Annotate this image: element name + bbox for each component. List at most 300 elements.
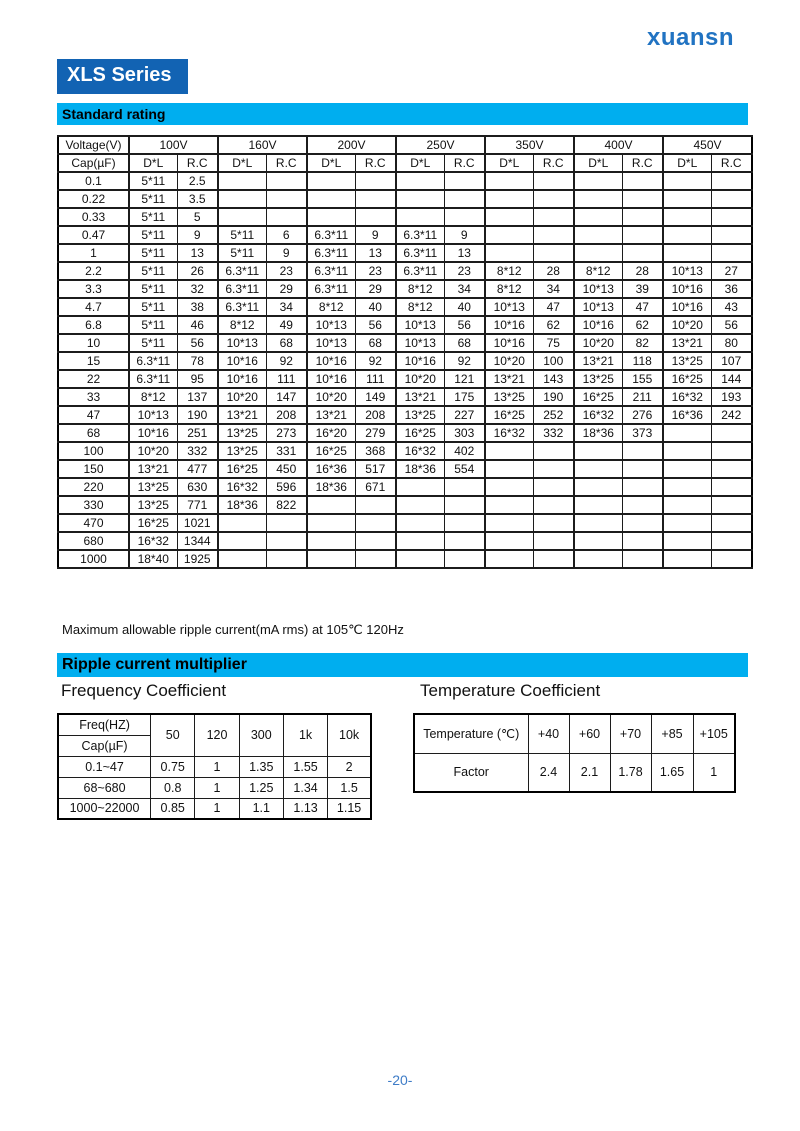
dl-value-cell: 10*16 bbox=[129, 424, 177, 442]
table-row bbox=[58, 756, 371, 777]
temperature-factor-cell: 1 bbox=[693, 753, 735, 792]
table-row bbox=[58, 478, 752, 496]
rc-value-cell: 771 bbox=[177, 496, 218, 514]
rc-value-cell: 3.5 bbox=[177, 190, 218, 208]
rc-value-cell: 32 bbox=[177, 280, 218, 298]
factor-row-label: Factor bbox=[414, 753, 528, 792]
rc-value-cell: 13 bbox=[444, 244, 485, 262]
rc-value-cell: 56 bbox=[711, 316, 752, 334]
rc-value-cell: 175 bbox=[444, 388, 485, 406]
rc-value-cell: 671 bbox=[355, 478, 396, 496]
freq-column-header: 300 bbox=[239, 714, 283, 756]
freq-column-header: 10k bbox=[328, 714, 371, 756]
freq-coefficient-cell: 1 bbox=[195, 756, 239, 777]
dl-value-cell: 6.3*11 bbox=[218, 262, 266, 280]
rc-value-cell: 155 bbox=[622, 370, 663, 388]
dl-value-cell bbox=[574, 460, 622, 478]
dl-value-cell: 16*32 bbox=[129, 532, 177, 550]
dl-value-cell: 5*11 bbox=[129, 172, 177, 190]
rc-value-cell: 62 bbox=[622, 316, 663, 334]
rc-value-cell: 13 bbox=[355, 244, 396, 262]
rc-value-cell: 9 bbox=[444, 226, 485, 244]
rc-value-cell bbox=[711, 496, 752, 514]
voltage-column-header: 160V bbox=[218, 136, 307, 154]
rc-value-cell bbox=[355, 550, 396, 568]
dl-subheader: D*L bbox=[396, 154, 444, 172]
rc-value-cell: 251 bbox=[177, 424, 218, 442]
rc-value-cell bbox=[355, 190, 396, 208]
rc-value-cell bbox=[533, 244, 574, 262]
freq-column-header: 1k bbox=[283, 714, 327, 756]
rc-value-cell: 23 bbox=[266, 262, 307, 280]
frequency-coefficient-table bbox=[57, 713, 372, 820]
cap-value-cell: 0.33 bbox=[58, 208, 129, 226]
rc-value-cell: 450 bbox=[266, 460, 307, 478]
rc-value-cell bbox=[622, 442, 663, 460]
dl-value-cell bbox=[307, 172, 355, 190]
rc-value-cell: 68 bbox=[355, 334, 396, 352]
temperature-factor-cell: 2.4 bbox=[528, 753, 569, 792]
dl-value-cell bbox=[574, 514, 622, 532]
dl-value-cell bbox=[663, 190, 711, 208]
dl-value-cell: 10*16 bbox=[663, 280, 711, 298]
rc-value-cell bbox=[444, 190, 485, 208]
rc-value-cell: 273 bbox=[266, 424, 307, 442]
dl-value-cell: 6.3*11 bbox=[396, 244, 444, 262]
dl-value-cell: 13*21 bbox=[129, 460, 177, 478]
dl-subheader: D*L bbox=[307, 154, 355, 172]
rc-value-cell: 34 bbox=[533, 280, 574, 298]
rc-value-cell: 23 bbox=[444, 262, 485, 280]
dl-subheader: D*L bbox=[574, 154, 622, 172]
rc-value-cell bbox=[622, 226, 663, 244]
cap-value-cell: 68 bbox=[58, 424, 129, 442]
rc-value-cell: 227 bbox=[444, 406, 485, 424]
table-row bbox=[58, 442, 752, 460]
standard-rating-table bbox=[57, 135, 753, 569]
rc-value-cell: 29 bbox=[355, 280, 396, 298]
rc-subheader: R.C bbox=[711, 154, 752, 172]
cap-value-cell: 100 bbox=[58, 442, 129, 460]
cap-value-cell: 220 bbox=[58, 478, 129, 496]
rc-value-cell: 193 bbox=[711, 388, 752, 406]
dl-value-cell: 13*25 bbox=[218, 442, 266, 460]
rc-value-cell bbox=[355, 514, 396, 532]
temperature-column-header: +70 bbox=[610, 714, 651, 753]
voltage-column-header: 350V bbox=[485, 136, 574, 154]
table-row bbox=[58, 316, 752, 334]
rc-subheader: R.C bbox=[622, 154, 663, 172]
rc-value-cell: 208 bbox=[355, 406, 396, 424]
cap-value-cell: 22 bbox=[58, 370, 129, 388]
rc-value-cell: 36 bbox=[711, 280, 752, 298]
dl-value-cell bbox=[307, 190, 355, 208]
rc-value-cell bbox=[622, 244, 663, 262]
rc-value-cell: 100 bbox=[533, 352, 574, 370]
rc-value-cell: 43 bbox=[711, 298, 752, 316]
rc-value-cell: 190 bbox=[533, 388, 574, 406]
cap-value-cell: 33 bbox=[58, 388, 129, 406]
dl-value-cell bbox=[485, 244, 533, 262]
ripple-multiplier-section-header: Ripple current multiplier bbox=[57, 653, 748, 677]
rc-value-cell bbox=[533, 478, 574, 496]
rc-value-cell bbox=[266, 208, 307, 226]
dl-value-cell: 16*32 bbox=[218, 478, 266, 496]
temperature-header-label: Temperature (℃) bbox=[414, 714, 528, 753]
dl-value-cell: 6.3*11 bbox=[307, 226, 355, 244]
freq-coefficient-cell: 1 bbox=[195, 777, 239, 798]
dl-value-cell bbox=[396, 550, 444, 568]
dl-value-cell bbox=[485, 172, 533, 190]
dl-value-cell: 10*13 bbox=[218, 334, 266, 352]
dl-value-cell bbox=[396, 190, 444, 208]
freq-coefficient-cell: 1.55 bbox=[283, 756, 327, 777]
dl-value-cell: 8*12 bbox=[307, 298, 355, 316]
rc-value-cell: 279 bbox=[355, 424, 396, 442]
dl-value-cell: 16*25 bbox=[218, 460, 266, 478]
dl-value-cell: 10*16 bbox=[396, 352, 444, 370]
rc-value-cell: 2.5 bbox=[177, 172, 218, 190]
dl-value-cell: 5*11 bbox=[129, 226, 177, 244]
temperature-column-header: +85 bbox=[651, 714, 693, 753]
rc-value-cell bbox=[622, 208, 663, 226]
dl-subheader: D*L bbox=[485, 154, 533, 172]
rc-value-cell: 56 bbox=[444, 316, 485, 334]
dl-value-cell: 10*13 bbox=[396, 334, 444, 352]
dl-value-cell: 18*36 bbox=[574, 424, 622, 442]
table-row bbox=[58, 424, 752, 442]
table-row bbox=[58, 334, 752, 352]
dl-value-cell: 10*20 bbox=[574, 334, 622, 352]
dl-value-cell: 10*16 bbox=[574, 316, 622, 334]
freq-coefficient-cell: 0.75 bbox=[151, 756, 195, 777]
rc-value-cell: 39 bbox=[622, 280, 663, 298]
cap-value-cell: 680 bbox=[58, 532, 129, 550]
rc-value-cell: 373 bbox=[622, 424, 663, 442]
dl-value-cell: 8*12 bbox=[574, 262, 622, 280]
rc-value-cell: 596 bbox=[266, 478, 307, 496]
dl-value-cell bbox=[218, 550, 266, 568]
dl-value-cell bbox=[485, 460, 533, 478]
dl-value-cell bbox=[574, 550, 622, 568]
rc-value-cell bbox=[711, 478, 752, 496]
dl-value-cell: 13*25 bbox=[574, 370, 622, 388]
rc-value-cell: 9 bbox=[177, 226, 218, 244]
rc-value-cell bbox=[711, 442, 752, 460]
rc-value-cell: 56 bbox=[177, 334, 218, 352]
rc-value-cell: 554 bbox=[444, 460, 485, 478]
cap-value-cell: 4.7 bbox=[58, 298, 129, 316]
rc-value-cell: 49 bbox=[266, 316, 307, 334]
table-row bbox=[58, 460, 752, 478]
dl-value-cell: 10*20 bbox=[485, 352, 533, 370]
rc-value-cell bbox=[622, 514, 663, 532]
rc-value-cell bbox=[266, 172, 307, 190]
rc-value-cell: 211 bbox=[622, 388, 663, 406]
freq-coefficient-cell: 1 bbox=[195, 798, 239, 819]
rc-value-cell bbox=[711, 532, 752, 550]
rc-value-cell: 630 bbox=[177, 478, 218, 496]
dl-value-cell: 10*16 bbox=[307, 370, 355, 388]
rc-value-cell: 208 bbox=[266, 406, 307, 424]
freq-coefficient-cell: 1.35 bbox=[239, 756, 283, 777]
table-row bbox=[58, 190, 752, 208]
rc-value-cell bbox=[266, 550, 307, 568]
cap-value-cell: 330 bbox=[58, 496, 129, 514]
dl-value-cell: 5*11 bbox=[129, 262, 177, 280]
dl-value-cell bbox=[485, 442, 533, 460]
freq-header-label: Freq(HZ) bbox=[58, 714, 151, 735]
rc-value-cell bbox=[533, 226, 574, 244]
dl-value-cell: 8*12 bbox=[485, 262, 533, 280]
rc-value-cell: 95 bbox=[177, 370, 218, 388]
rc-value-cell: 1021 bbox=[177, 514, 218, 532]
dl-value-cell: 16*25 bbox=[307, 442, 355, 460]
dl-value-cell bbox=[396, 496, 444, 514]
cap-value-cell: 10 bbox=[58, 334, 129, 352]
rc-value-cell: 1925 bbox=[177, 550, 218, 568]
dl-value-cell: 10*20 bbox=[129, 442, 177, 460]
temperature-factor-cell: 2.1 bbox=[569, 753, 610, 792]
voltage-column-header: 400V bbox=[574, 136, 663, 154]
rc-value-cell: 252 bbox=[533, 406, 574, 424]
dl-value-cell: 10*13 bbox=[485, 298, 533, 316]
rc-value-cell: 332 bbox=[533, 424, 574, 442]
rc-value-cell bbox=[622, 460, 663, 478]
cap-header-label: Cap(µF) bbox=[58, 154, 129, 172]
rc-subheader: R.C bbox=[444, 154, 485, 172]
series-title-badge: XLS Series bbox=[57, 59, 188, 94]
dl-value-cell: 10*13 bbox=[307, 334, 355, 352]
dl-value-cell bbox=[663, 532, 711, 550]
rc-value-cell: 47 bbox=[622, 298, 663, 316]
dl-value-cell: 16*25 bbox=[574, 388, 622, 406]
dl-value-cell: 10*13 bbox=[574, 298, 622, 316]
rc-value-cell bbox=[266, 532, 307, 550]
rc-value-cell: 34 bbox=[444, 280, 485, 298]
dl-value-cell bbox=[396, 478, 444, 496]
rc-value-cell bbox=[533, 172, 574, 190]
rc-value-cell bbox=[444, 496, 485, 514]
rc-value-cell: 242 bbox=[711, 406, 752, 424]
cap-value-cell: 1000 bbox=[58, 550, 129, 568]
rc-value-cell: 62 bbox=[533, 316, 574, 334]
dl-value-cell: 16*25 bbox=[129, 514, 177, 532]
rc-value-cell: 118 bbox=[622, 352, 663, 370]
rc-value-cell: 40 bbox=[355, 298, 396, 316]
dl-value-cell bbox=[218, 208, 266, 226]
table-row bbox=[58, 298, 752, 316]
table-row bbox=[58, 777, 371, 798]
rc-value-cell: 13 bbox=[177, 244, 218, 262]
dl-value-cell bbox=[218, 172, 266, 190]
temperature-column-header: +40 bbox=[528, 714, 569, 753]
dl-value-cell bbox=[574, 172, 622, 190]
cap-value-cell: 15 bbox=[58, 352, 129, 370]
table-row bbox=[58, 532, 752, 550]
rc-value-cell: 6 bbox=[266, 226, 307, 244]
rc-value-cell bbox=[622, 496, 663, 514]
rc-value-cell bbox=[711, 208, 752, 226]
dl-value-cell: 13*25 bbox=[129, 478, 177, 496]
cap-value-cell: 150 bbox=[58, 460, 129, 478]
rc-value-cell: 46 bbox=[177, 316, 218, 334]
dl-value-cell: 5*11 bbox=[129, 208, 177, 226]
cap-value-cell: 470 bbox=[58, 514, 129, 532]
dl-value-cell: 16*25 bbox=[485, 406, 533, 424]
dl-value-cell: 13*25 bbox=[129, 496, 177, 514]
rc-value-cell: 402 bbox=[444, 442, 485, 460]
rc-value-cell: 56 bbox=[355, 316, 396, 334]
dl-value-cell: 10*20 bbox=[663, 316, 711, 334]
dl-value-cell bbox=[485, 478, 533, 496]
dl-value-cell: 10*13 bbox=[663, 262, 711, 280]
voltage-column-header: 450V bbox=[663, 136, 752, 154]
dl-value-cell bbox=[218, 190, 266, 208]
temperature-coefficient-table bbox=[413, 713, 736, 793]
rc-value-cell bbox=[444, 514, 485, 532]
dl-value-cell: 5*11 bbox=[129, 244, 177, 262]
rc-value-cell bbox=[711, 226, 752, 244]
rc-value-cell: 80 bbox=[711, 334, 752, 352]
rc-value-cell: 28 bbox=[533, 262, 574, 280]
rc-value-cell: 28 bbox=[622, 262, 663, 280]
rc-value-cell bbox=[622, 550, 663, 568]
rc-value-cell: 143 bbox=[533, 370, 574, 388]
rc-value-cell: 68 bbox=[444, 334, 485, 352]
voltage-column-header: 100V bbox=[129, 136, 218, 154]
dl-value-cell bbox=[663, 244, 711, 262]
rc-value-cell: 82 bbox=[622, 334, 663, 352]
dl-value-cell: 6.3*11 bbox=[218, 280, 266, 298]
dl-value-cell: 5*11 bbox=[129, 316, 177, 334]
dl-value-cell bbox=[218, 514, 266, 532]
dl-value-cell: 16*32 bbox=[663, 388, 711, 406]
rc-value-cell: 276 bbox=[622, 406, 663, 424]
freq-coefficient-cell: 1.5 bbox=[328, 777, 371, 798]
table-row bbox=[58, 172, 752, 190]
dl-value-cell: 18*36 bbox=[396, 460, 444, 478]
cap-value-cell: 3.3 bbox=[58, 280, 129, 298]
freq-coefficient-cell: 1.13 bbox=[283, 798, 327, 819]
dl-value-cell bbox=[574, 208, 622, 226]
rc-value-cell bbox=[355, 532, 396, 550]
temperature-coefficient-title: Temperature Coefficient bbox=[420, 681, 601, 700]
rc-value-cell: 368 bbox=[355, 442, 396, 460]
dl-value-cell bbox=[663, 226, 711, 244]
dl-value-cell: 16*36 bbox=[663, 406, 711, 424]
freq-coefficient-cell: 0.85 bbox=[151, 798, 195, 819]
freq-coefficient-cell: 2 bbox=[328, 756, 371, 777]
rc-value-cell: 111 bbox=[266, 370, 307, 388]
dl-value-cell bbox=[574, 532, 622, 550]
rc-value-cell: 121 bbox=[444, 370, 485, 388]
ripple-current-note: Maximum allowable ripple current(mA rms) at 105℃ 120Hz bbox=[62, 622, 404, 637]
dl-value-cell: 18*36 bbox=[307, 478, 355, 496]
table-row bbox=[58, 514, 752, 532]
dl-value-cell bbox=[663, 208, 711, 226]
rc-value-cell bbox=[355, 496, 396, 514]
dl-subheader: D*L bbox=[663, 154, 711, 172]
rc-value-cell: 303 bbox=[444, 424, 485, 442]
freq-coefficient-cell: 1.1 bbox=[239, 798, 283, 819]
dl-value-cell bbox=[485, 496, 533, 514]
table-row bbox=[58, 208, 752, 226]
dl-value-cell: 5*11 bbox=[218, 244, 266, 262]
cap-value-cell: 0.47 bbox=[58, 226, 129, 244]
dl-value-cell bbox=[218, 532, 266, 550]
rc-value-cell bbox=[266, 190, 307, 208]
dl-value-cell: 6.3*11 bbox=[307, 280, 355, 298]
dl-value-cell: 18*36 bbox=[218, 496, 266, 514]
freq-column-header: 50 bbox=[151, 714, 195, 756]
rc-value-cell: 477 bbox=[177, 460, 218, 478]
rc-value-cell: 34 bbox=[266, 298, 307, 316]
dl-value-cell: 16*25 bbox=[396, 424, 444, 442]
dl-value-cell: 5*11 bbox=[129, 298, 177, 316]
dl-value-cell bbox=[307, 550, 355, 568]
rc-value-cell bbox=[711, 424, 752, 442]
dl-value-cell: 13*21 bbox=[396, 388, 444, 406]
dl-value-cell bbox=[485, 532, 533, 550]
rc-value-cell bbox=[355, 208, 396, 226]
dl-value-cell bbox=[574, 226, 622, 244]
cap-range-cell: 0.1~47 bbox=[58, 756, 151, 777]
rc-value-cell: 26 bbox=[177, 262, 218, 280]
dl-value-cell: 6.3*11 bbox=[307, 262, 355, 280]
rc-value-cell bbox=[355, 172, 396, 190]
table-row bbox=[58, 226, 752, 244]
dl-value-cell: 5*11 bbox=[129, 280, 177, 298]
cap-value-cell: 47 bbox=[58, 406, 129, 424]
dl-value-cell: 13*21 bbox=[485, 370, 533, 388]
rc-value-cell bbox=[622, 172, 663, 190]
rc-subheader: R.C bbox=[533, 154, 574, 172]
dl-value-cell: 13*25 bbox=[663, 352, 711, 370]
rc-value-cell: 47 bbox=[533, 298, 574, 316]
cap-range-cell: 68~680 bbox=[58, 777, 151, 798]
dl-value-cell: 10*16 bbox=[218, 352, 266, 370]
rc-value-cell: 149 bbox=[355, 388, 396, 406]
rc-value-cell bbox=[533, 208, 574, 226]
dl-value-cell: 6.3*11 bbox=[129, 370, 177, 388]
dl-value-cell bbox=[307, 514, 355, 532]
rc-value-cell bbox=[533, 532, 574, 550]
rc-value-cell: 68 bbox=[266, 334, 307, 352]
rc-value-cell: 822 bbox=[266, 496, 307, 514]
rc-value-cell bbox=[622, 190, 663, 208]
rc-value-cell bbox=[266, 514, 307, 532]
rc-value-cell: 29 bbox=[266, 280, 307, 298]
dl-value-cell bbox=[307, 208, 355, 226]
rc-value-cell: 5 bbox=[177, 208, 218, 226]
voltage-column-header: 200V bbox=[307, 136, 396, 154]
dl-value-cell bbox=[663, 172, 711, 190]
dl-value-cell: 10*16 bbox=[485, 334, 533, 352]
rc-value-cell bbox=[711, 172, 752, 190]
dl-value-cell: 6.3*11 bbox=[396, 262, 444, 280]
dl-value-cell bbox=[663, 424, 711, 442]
rc-value-cell: 27 bbox=[711, 262, 752, 280]
freq-coefficient-cell: 1.25 bbox=[239, 777, 283, 798]
rc-value-cell bbox=[533, 190, 574, 208]
dl-subheader: D*L bbox=[218, 154, 266, 172]
dl-value-cell: 13*25 bbox=[218, 424, 266, 442]
dl-value-cell bbox=[485, 514, 533, 532]
rc-value-cell: 75 bbox=[533, 334, 574, 352]
dl-value-cell: 16*32 bbox=[574, 406, 622, 424]
dl-value-cell: 10*13 bbox=[307, 316, 355, 334]
